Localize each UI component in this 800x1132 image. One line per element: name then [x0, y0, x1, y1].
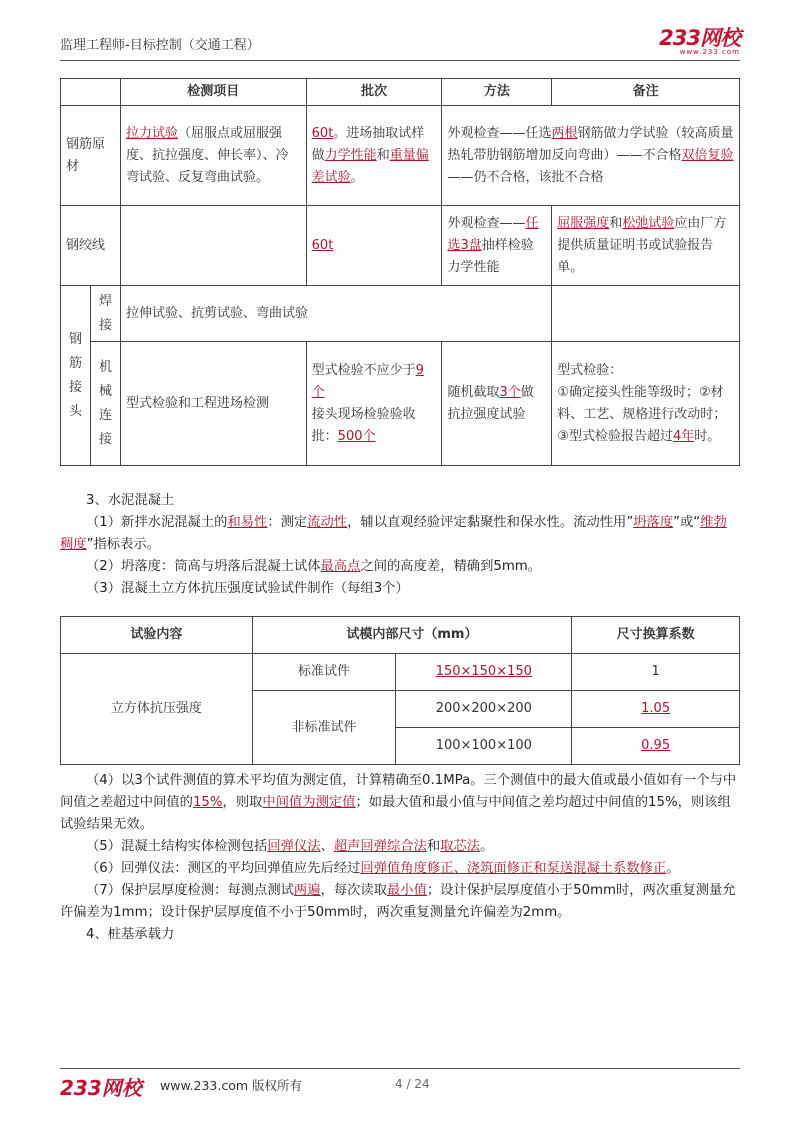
header-item: 检测项目 [120, 79, 306, 106]
cell-size: 200×200×200 [396, 691, 572, 728]
table-row [61, 654, 740, 691]
row-label: 钢绞线 [61, 206, 121, 286]
cell-factor: 0.95 [572, 728, 740, 765]
footer-divider [60, 1068, 740, 1069]
paragraph: （7）保护层厚度检测：每测点测试两遍，每次读取最小值；设计保护层厚度值小于50mm时，两次重复测量允许偏差为1mm；设计保护层厚度值不小于50mm时，两次重复测量允许偏差为2mm。 [60, 883, 736, 920]
header-content: 试验内容 [61, 617, 253, 654]
cell-factor: 1.05 [572, 691, 740, 728]
row-group-label: 钢筋接头 [61, 286, 91, 466]
cell-content: 立方体抗压强度 [61, 654, 253, 765]
cell-batch: 60t [306, 206, 442, 286]
paragraph: （2）坍落度：筒高与坍落后混凝土试体最高点之间的高度差，精确到5mm。 [86, 559, 542, 574]
cell-method: 随机截取3个做抗拉强度试验 [442, 342, 552, 466]
cell-item [120, 206, 306, 286]
section-heading: 4、桩基承载力 [86, 927, 175, 942]
page-footer [60, 1072, 740, 1100]
brand-logo [659, 22, 740, 56]
table-row [61, 206, 740, 286]
cell-item: 拉力试验（屈服点或屈服强度、抗拉强度、伸长率）、冷弯试验、反复弯曲试验。 [120, 106, 306, 206]
header-method: 方法 [442, 79, 552, 106]
paragraph: （6）回弹仪法：测区的平均回弹值应先后经过回弹值角度修正、浇筑面修正和泵送混凝土系数修正。 [86, 861, 680, 876]
page-header [60, 22, 740, 58]
document-title: 监理工程师-目标控制（交通工程） [60, 38, 260, 53]
paragraph: （3）混凝土立方体抗压强度试验试件制作（每组3个） [86, 581, 409, 596]
header-size: 试模内部尺寸（mm） [252, 617, 572, 654]
cell-note: 型式检验： ①确定接头性能等级时；②材料、工艺、规格进行改动时；③型式检验报告超过4年时。 [552, 342, 740, 466]
table-header-row [61, 79, 740, 106]
cell-method: 外观检查——任选3盘抽样检验力学性能 [442, 206, 552, 286]
cell-size: 150×150×150 [396, 654, 572, 691]
row-sublabel: 机械连接 [90, 342, 120, 466]
table-row [61, 286, 740, 342]
cell-size: 100×100×100 [396, 728, 572, 765]
cell-item: 型式检验和工程进场检测 [120, 342, 306, 466]
footer-copyright: www.233.com 版权所有 [160, 1078, 302, 1093]
footer-brand: 233网校 [60, 1076, 142, 1100]
cell-batch: 60t。进场抽取试样做力学性能和重量偏差试验。 [306, 106, 442, 206]
table-header-row [61, 617, 740, 654]
paragraph: （4）以3个试件测值的算术平均值为测定值，计算精确至0.1MPa。三个测值中的最大值或最小值如有一个与中间值之差超过中间值的15%，则取中间值为测定值；如最大值和最小值与中间值之差均超过中间值的15%，则该组试验结果无效。 [60, 773, 737, 832]
section-concrete-cont [60, 770, 740, 946]
cell-type: 非标准试件 [252, 691, 396, 765]
section-heading: 3、水泥混凝土 [86, 493, 175, 508]
cell-factor: 1 [572, 654, 740, 691]
cell-note [552, 286, 740, 342]
row-sublabel: 焊接 [90, 286, 120, 342]
row-label: 钢筋原材 [61, 106, 121, 206]
table-row [61, 106, 740, 206]
header-batch: 批次 [306, 79, 442, 106]
table-row [61, 342, 740, 466]
brand-site: www.233.com [679, 48, 740, 56]
paragraph: （1）新拌水泥混凝土的和易性：测定流动性，辅以直观经验评定黏聚性和保水性。流动性用”坍落度”或“维勃稠度”指标表示。 [60, 515, 727, 552]
rebar-inspection-table [60, 78, 740, 466]
cell-type: 标准试件 [252, 654, 396, 691]
paragraph: （5）混凝土结构实体检测包括回弹仪法、超声回弹综合法和取芯法。 [86, 839, 494, 854]
header-factor: 尺寸换算系数 [572, 617, 740, 654]
section-concrete [60, 490, 740, 600]
cell-note: 屈服强度和松弛试验应由厂方提供质量证明书或试验报告单。 [552, 206, 740, 286]
brand-name: 233网校 [659, 26, 740, 50]
header-note: 备注 [552, 79, 740, 106]
header-divider [60, 60, 740, 61]
cell-note: 外观检查——任选两根钢筋做力学试验（较高质量热轧带肋钢筋增加反向弯曲）——不合格双倍复验——仍不合格，该批不合格 [442, 106, 740, 206]
cell-batch: 型式检验不应少于9个 接头现场检验验收批：500个 [306, 342, 442, 466]
page-number: 4 / 24 [395, 1077, 430, 1091]
specimen-size-table [60, 616, 740, 765]
cell-item: 拉伸试验、抗剪试验、弯曲试验 [120, 286, 551, 342]
